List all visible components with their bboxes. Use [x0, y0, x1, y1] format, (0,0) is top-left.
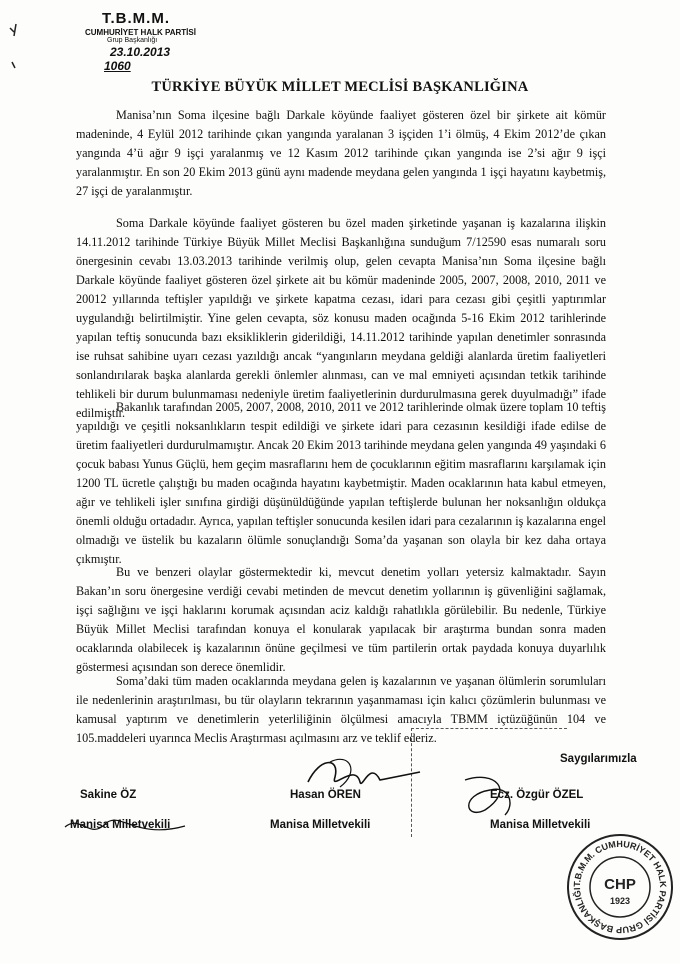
signatory-name: Hasan ÖREN	[290, 789, 361, 801]
stamp-party: CUMHURİYET HALK PARTİSİ	[85, 28, 196, 37]
paragraph-1	[76, 106, 606, 201]
paragraph-text: Bu ve benzeri olaylar göstermektedir ki, mevcut denetim yolları yetersiz kalmaktadır. Sayın Bakan’ın soru önergesine verdiği cevabi metinden de mevcut denetim yollarının iş güvenliğini sağlamak, işçi sağlığını ve işçi haklarını korumak açısından aciz kaldığı rahatlıkla görülebilir. Bu nedenle, Türkiye Büyük Millet Meclisi tarafından konuya el konularak yapılacak bir araştırma bundan sonra maden ocaklarında olabilecek iş kazalarının önüne geçilmesi ve tüm partilerin ortak paydada konuya duyarlılık göstermesi açısından son derece önemlidir.	[76, 565, 606, 674]
signatory-3	[490, 789, 590, 831]
paragraph-2	[76, 214, 606, 423]
paragraph-text: Soma Darkale köyünde faaliyet gösteren bu özel maden şirketinde yaşanan iş kazalarına ilişkin 14.11.2012 tarihinde Türkiye Büyük Millet Meclisi Başkanlığına sunduğum 7/12590 esas numaralı soru önergesinin cevabı 13.03.2013 tarihinde verilmiş olup, gelen cevapta Manisa’nın Soma ilçesine bağlı Darkale köyünde faaliyet gösteren özel şirkete ait bu kömür madeninde 2005, 2007, 2008, 2010, 2011 ve 20012 yıllarında teftişler yapıldığı ve şirkete kapatma cezası, idari para cezası gibi çeşitli yaptırımlar uygulandığı belirtilmiştir. Yine gelen cevapta, söz konusu maden ocağında 5-16 Ekim 2012 tarihlerinde yapılan teftiş sonucunda bazı eksikliklerin giderildiği, 14.11.2012 tarihinde yapılan denetimler sonrasında ise ruhsat sahibine uyarı cezası yazıldığı ancak “yangınların meydana geldiği alanlarda üretim faaliyetleri sonlandırılarak başka alanlarda gerekli önlemler alınması, can ve mal emniyeti açısından tetkik tarihinde tehlikeli bir durum bulunmaması nedeniyle üretim faaliyetlerinin durdurulmasına gerek duyulmadığı” ifade edilmiştir.	[76, 216, 606, 420]
seal-ring-text: T.B.M.M. CUMHURİYET HALK PARTİSİ GRUP BAŞKANLIĞI	[571, 838, 669, 936]
paragraph-4	[76, 563, 606, 677]
signatory-role: Manisa Milletvekili	[490, 819, 591, 831]
seal-year-text: 1923	[609, 896, 631, 906]
paragraph-text: Manisa’nın Soma ilçesine bağlı Darkale köyünde faaliyet gösteren özel bir şirkete ait kömür madeninde, 4 Eylül 2012 tarihinde çıkan yangında yaralanan 3 işçiden 1’i ölmüş, 4 Ekim 2012’de çıkan yangında 4’ü ağır 9 işçi yaralanmış ve 12 Kasım 2012 tarihinde çıkan yangında ise 2’si ağır 9 işçi yaralanmıştır. En son 20 Ekim 2013 günü aynı madende meydana gelen yangında 1 işçi hayatını kaybetmiş, 27 işçi de yaralanmıştır.	[76, 108, 606, 198]
paragraph-text: Bakanlık tarafından 2005, 2007, 2008, 2010, 2011 ve 2012 tarihlerinde olmak üzere toplam 10 teftiş yapıldığı ve çeşitli noksanlıkların tespit edildiği ve şirkete idari para cezasının kesildiği ifade edilse de üretim faaliyetleri durdurulmamıştır. Ancak 20 Ekim 2013 tarihinde meydana gelen yangında 49 yaşındaki 6 çocuk babası Yunus Güçlü, hem geçim masraflarını hem de çocuklarının eğitim masraflarını karşılamak için 1200 TL ücretle çalıştığı bu maden ocağında hayatını kaybetmiştir. Maden ocaklarının hata kabul etmeyen, ağır ve tehlikeli işler sınıfına girdiği düşünüldüğünde yapılan teftişlerde bulunan her noksanlığın oldukça önemli olduğu ortadadır. Ayrıca, yapılan teftişler sonucunda kesilen idari para cezalarının iş kazalarına engel olmadığı ve üstelik bu kazaların ölümle sonuçlandığı Soma’da yaşanan son olayla bir kez daha ortaya çıkmıştır.	[76, 400, 606, 566]
signatory-role: Manisa Milletvekili	[70, 819, 171, 831]
paragraph-text: Soma’daki tüm maden ocaklarında meydana gelen iş kazalarının ve yaşanan ölümlerin sorumluları ile nedenlerinin araştırılması, bu tür olayların tekrarının yaşanmaması için kalıcı çözümlerin bulunması ve kamusal yaptırım ve denetimlerin yeterliliğinin ölçülmesi amacıyla TBMM içtüzüğünün 104 ve 105.maddeleri uyarınca Meclis Araştırması açılmasını arz ve teklif ederiz.	[76, 674, 606, 745]
document-title: TÜRKİYE BÜYÜK MİLLET MECLİSİ BAŞKANLIĞINA	[151, 79, 529, 95]
signatory-name: Sakine ÖZ	[80, 789, 137, 801]
signatory-2	[270, 789, 370, 831]
seal-center-text: CHP	[604, 876, 636, 893]
margin-marks	[6, 22, 26, 76]
stamp-date: 23.10.2013	[110, 45, 171, 59]
round-party-seal-icon	[565, 832, 675, 942]
stamp-office: Grup Başkanlığı	[107, 37, 158, 44]
incoming-registry-stamp	[80, 10, 196, 73]
paragraph-3	[76, 398, 606, 569]
signatory-1	[70, 789, 171, 831]
margin-scribble-icon	[6, 22, 26, 72]
signatory-role: Manisa Milletvekili	[270, 819, 371, 831]
stamp-number: 1060	[104, 59, 131, 73]
stamp-tbmm: T.B.M.M.	[102, 10, 170, 27]
signatory-name: Ecz. Özgür ÖZEL	[490, 789, 584, 801]
closing-greeting: Saygılarımızla	[560, 753, 637, 765]
